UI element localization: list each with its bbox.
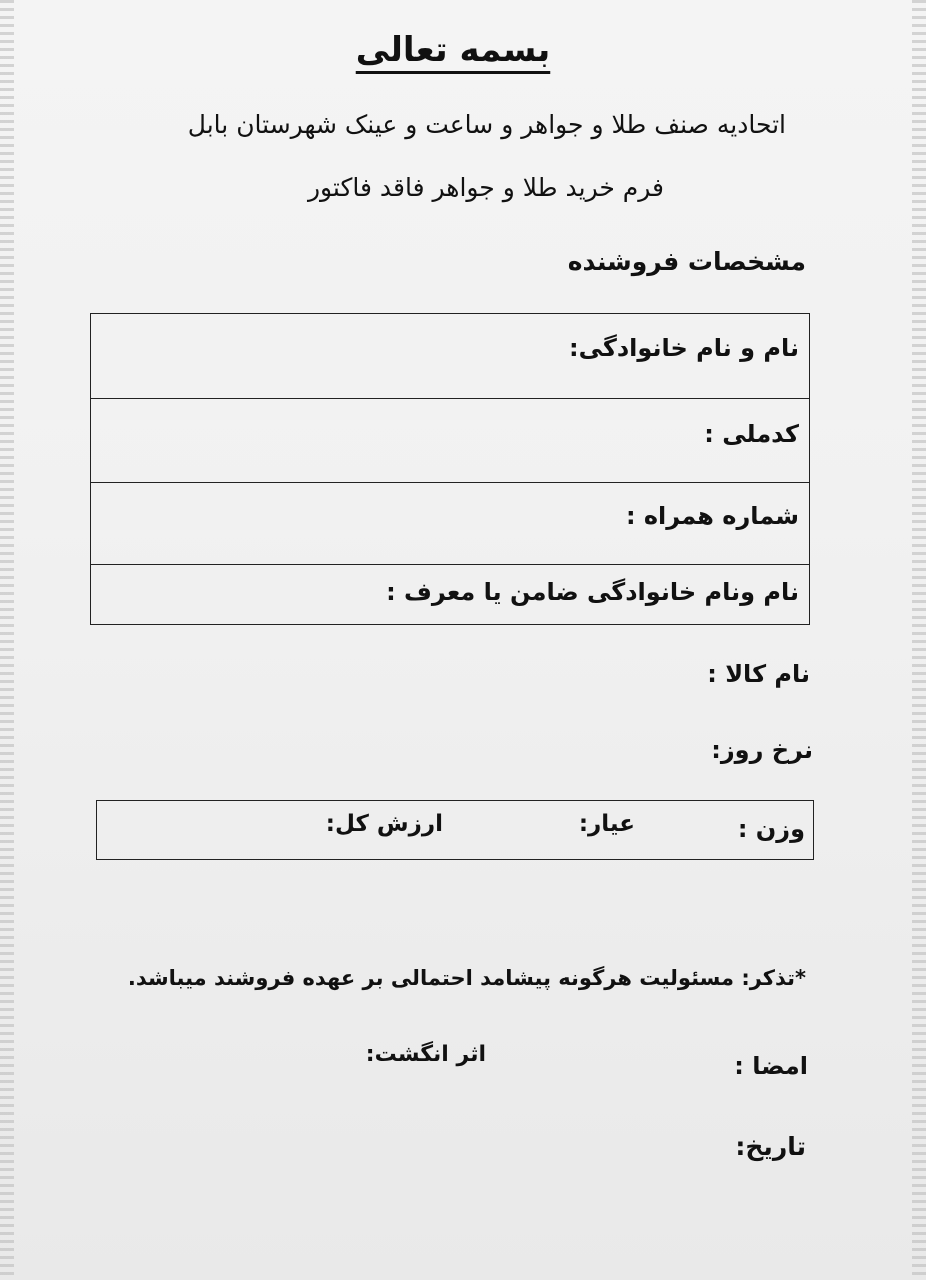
form-title: فرم خرید طلا و جواهر فاقد فاکتور	[307, 173, 664, 202]
guarantor-name-label: نام ونام خانوادگی ضامن یا معرف :	[386, 578, 799, 606]
form-heading: بسمه تعالی	[355, 30, 551, 70]
full-name-label: نام و نام خانوادگی:	[569, 334, 799, 362]
seller-field-row	[91, 482, 809, 565]
weight-purity-value-box	[96, 800, 814, 860]
purity-label: عیار:	[578, 811, 635, 837]
seller-info-table	[90, 313, 810, 625]
date-label: تاریخ:	[735, 1132, 806, 1161]
goods-name-label: نام کالا :	[707, 660, 810, 688]
responsibility-note: *تذکر: مسئولیت هرگونه پیشامد احتمالی بر عهده فروشند میباشد.	[127, 966, 806, 990]
total-value-label: ارزش کل:	[325, 811, 443, 837]
seller-field-row	[91, 314, 809, 399]
seller-field-row	[91, 564, 809, 624]
weight-label: وزن :	[737, 815, 805, 843]
seller-field-row	[91, 398, 809, 483]
seller-section-title: مشخصات فروشنده	[567, 247, 806, 276]
signature-label: امضا :	[734, 1052, 808, 1080]
daily-rate-label: نرخ روز:	[711, 736, 813, 764]
union-line: اتحادیه صنف طلا و جواهر و ساعت و عینک شهرستان بابل	[187, 110, 786, 139]
fingerprint-label: اثر انگشت:	[365, 1042, 486, 1067]
national-code-label: کدملی :	[704, 420, 799, 448]
mobile-number-label: شماره همراه :	[625, 502, 799, 530]
